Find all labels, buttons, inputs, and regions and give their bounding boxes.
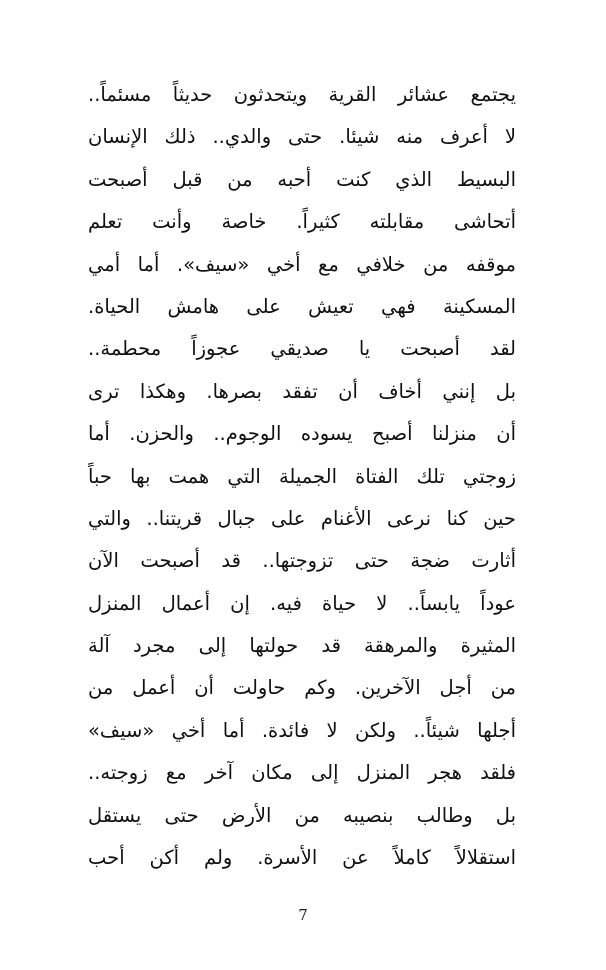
text-line: لقد أصبحت يا صديقي عجوزاً محطمة.. [88, 337, 516, 361]
text-line: أن منزلنا أصبح يسوده الوجوم.. والحزن. أما [88, 422, 516, 446]
body-text [88, 74, 516, 879]
text-line: أثارت ضجة حتى تزوجتها.. قد أصبحت الآن [88, 549, 516, 573]
page-number: 7 [298, 906, 308, 924]
text-line: يجتمع عشائر القرية ويتحدثون حديثاً مسئماً.. [88, 83, 516, 106]
text-line: بل وطالب بنصيبه من الأرض حتى يستقل [88, 803, 516, 827]
text-line: موقفه من خلافي مع أخي «سيف». أما أمي [88, 252, 516, 276]
text-line: المثيرة والمرهقة قد حولتها إلى مجرد آلة [88, 634, 516, 658]
text-line: حين كنا نرعى الأغنام على جبال قريتنا.. والتي [88, 506, 516, 530]
text-line: بل إنني أخاف أن تفقد بصرها. وهكذا ترى [88, 379, 516, 403]
text-line: من أجل الآخرين. وكم حاولت أن أعمل من [88, 676, 516, 700]
text-line: فلقد هجر المنزل إلى مكان آخر مع زوجته.. [88, 761, 516, 785]
text-line: أجلها شيئاً.. ولكن لا فائدة. أما أخي «سيف» [88, 718, 516, 742]
text-line: عوداً يابساً.. لا حياة فيه. إن أعمال المنزل [88, 591, 516, 615]
text-line: المسكينة فهي تعيش على هامش الحياة. [88, 294, 516, 318]
text-line: لا أعرف منه شيئا. حتى والدي.. ذلك الإنسان [88, 125, 516, 149]
text-line: البسيط الذي كنت أحبه من قبل أصبحت [88, 167, 516, 191]
text-line: استقلالاً كاملاً عن الأسرة. ولم أكن أحب [88, 846, 516, 870]
text-line: أتحاشى مقابلته كثيراً. خاصة وأنت تعلم [88, 210, 516, 234]
text-line: زوجتي تلك الفتاة الجميلة التي همت بها حباً [88, 464, 516, 488]
